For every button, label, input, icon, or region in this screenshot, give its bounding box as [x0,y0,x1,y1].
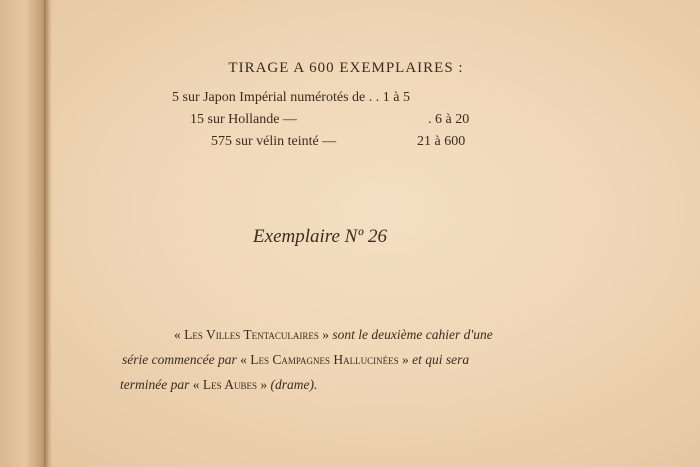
note-line-1 [174,327,493,343]
copy-number: Exemplaire Nº 26 [253,226,387,247]
quote-open: « [192,377,203,392]
quote-close: » [398,352,409,367]
title-villes-tentaculaires: Les Villes Tentaculaires [184,327,319,342]
quote-open: « [240,352,251,367]
title-campagnes-hallucinees: Les Campagnes Hallucinées [250,352,399,367]
print-run-range: . 6 à 20 [428,112,470,127]
note-text: (drame). [267,377,318,392]
title-les-aubes: Les Aubes [202,377,257,392]
note-text: terminée par [120,377,193,392]
print-run-desc: 5 sur Japon Impérial numérotés de . . 1 à 5 [172,90,410,105]
note-line-2 [122,352,469,368]
note-text: série commencée par [122,352,241,367]
quote-close: » [318,327,330,342]
print-run-heading: TIRAGE A 600 EXEMPLAIRES : [228,60,464,76]
note-text: sont le deuxième cahier d'une [329,327,493,342]
print-run-desc: 575 sur vélin teinté — [211,134,337,149]
note-text: et qui sera [408,352,470,367]
print-run-desc: 15 sur Hollande — [190,112,297,127]
print-run-range: 21 à 600 [417,134,466,149]
quote-close: » [257,377,268,392]
quote-open: « [174,327,185,342]
note-line-3 [120,377,317,393]
